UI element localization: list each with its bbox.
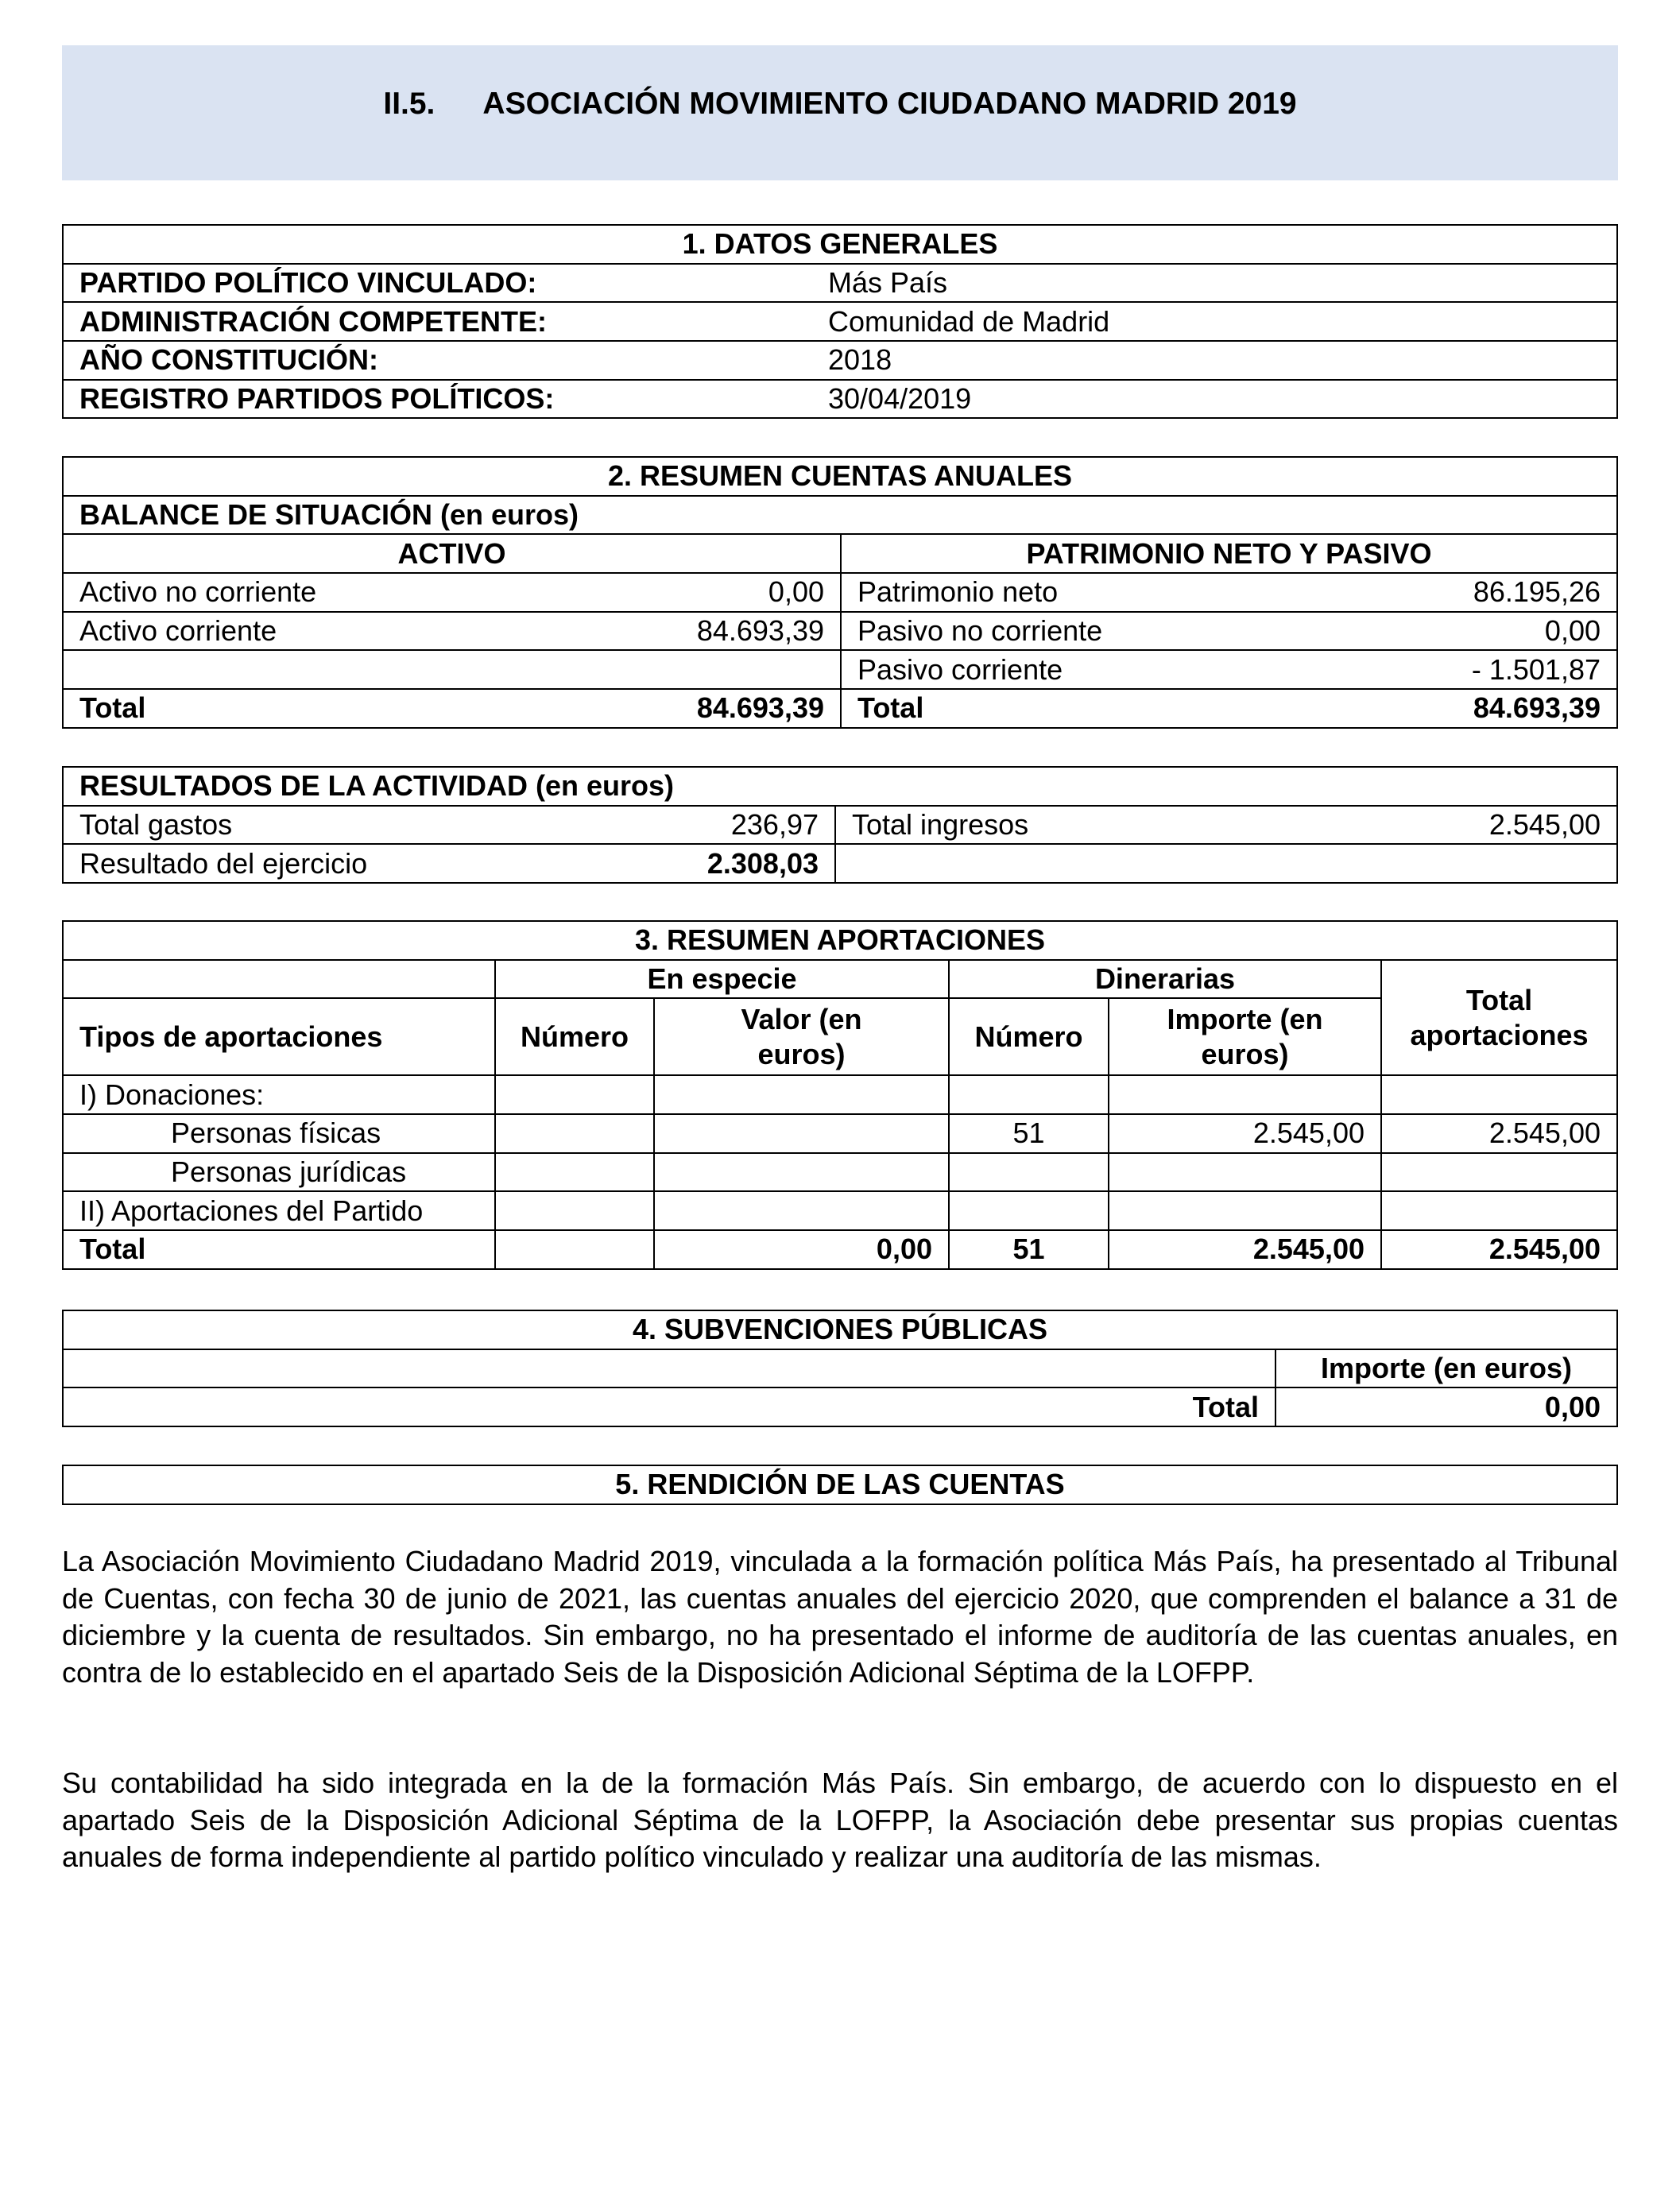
table-row: Personas jurídicas — [63, 1153, 1617, 1192]
aportaciones-table: 3. RESUMEN APORTACIONES En especie Dinerarias Total aportaciones Tipos de aportaciones Número Valor (en euros) Número Importe (en euros) I) Donaciones: Personas físicas 51 2.545,00 2.545,00 Personas jurídicas II) Aportaciones del Partido Total 0,00 51 2.545,00 2.545,00 — [62, 920, 1618, 1270]
table-row: Total 84.693,39 Total 84.693,39 — [63, 689, 1617, 728]
table-row: Pasivo corriente - 1.501,87 — [63, 650, 1617, 689]
rendicion-table — [62, 1465, 1618, 1505]
table-title: 4. SUBVENCIONES PÚBLICAS — [63, 1310, 1617, 1349]
table-row: Resultado del ejercicio 2.308,03 — [63, 844, 1617, 883]
table-row: Total 0,00 51 2.545,00 2.545,00 — [63, 1230, 1617, 1269]
table-title: 5. RENDICIÓN DE LAS CUENTAS — [63, 1465, 1617, 1504]
table-row: Activo no corriente 0,00 Patrimonio neto 86.195,26 — [63, 573, 1617, 612]
section-title: II.5. ASOCIACIÓN MOVIMIENTO CIUDADANO MADRID 2019 — [383, 87, 1297, 121]
paragraph: La Asociación Movimiento Ciudadano Madrid 2019, vinculada a la formación política Más País, ha presentado al Tribunal de Cuentas, con fecha 30 de junio de 2021, las cuentas anuales del ejercicio 2020, que comprenden el balance a 31 de diciembre y la cuenta de resultados. Sin embargo, no ha presentado el informe de auditoría de las cuentas anuales, en contra de lo establecido en el apartado Seis de la Disposición Adicional Séptima de la LOFPP. — [62, 1545, 1618, 1689]
balance-table: 2. RESUMEN CUENTAS ANUALES BALANCE DE SITUACIÓN (en euros) ACTIVO PATRIMONIO NETO Y PASIVO Activo no corriente 0,00 Patrimonio neto 86.195,26 Activo corriente 84.693,39 Pasivo no corriente 0,00 Pasivo corriente - 1.501,87 Total 84.693,39 Total 84.693,39 — [62, 456, 1618, 729]
table-row: ADMINISTRACIÓN COMPETENTE: Comunidad de Madrid — [63, 302, 1617, 341]
table-title: 3. RESUMEN APORTACIONES — [63, 921, 1617, 960]
section-header — [62, 45, 1618, 180]
table-row: Personas físicas 51 2.545,00 2.545,00 — [63, 1114, 1617, 1153]
resultados-table — [62, 766, 1618, 884]
table-row: REGISTRO PARTIDOS POLÍTICOS: 30/04/2019 — [63, 380, 1617, 419]
table-title: RESULTADOS DE LA ACTIVIDAD (en euros) — [63, 767, 1617, 806]
datos-generales-table — [62, 224, 1618, 419]
paragraph: Su contabilidad ha sido integrada en la de la formación Más País. Sin embargo, de acuerdo con lo dispuesto en el apartado Seis de la Disposición Adicional Séptima de la LOFPP, la Asociación debe presentar sus propias cuentas anuales de forma independiente al partido político vinculado y realizar una auditoría de las mismas. — [62, 1767, 1618, 1874]
table-row: Total gastos 236,97 Total ingresos 2.545,00 — [63, 806, 1617, 845]
table-row: PARTIDO POLÍTICO VINCULADO: Más País — [63, 264, 1617, 303]
table-title: 1. DATOS GENERALES — [63, 225, 1617, 264]
table-row: I) Donaciones: — [63, 1075, 1617, 1114]
table-row: AÑO CONSTITUCIÓN: 2018 — [63, 341, 1617, 380]
subvenciones-table: 4. SUBVENCIONES PÚBLICAS Importe (en euros) Total 0,00 — [62, 1310, 1618, 1427]
table-title: 2. RESUMEN CUENTAS ANUALES — [63, 457, 1617, 496]
table-row: II) Aportaciones del Partido — [63, 1191, 1617, 1230]
table-row: Activo corriente 84.693,39 Pasivo no corriente 0,00 — [63, 612, 1617, 651]
balance-title: BALANCE DE SITUACIÓN (en euros) — [63, 496, 1617, 535]
